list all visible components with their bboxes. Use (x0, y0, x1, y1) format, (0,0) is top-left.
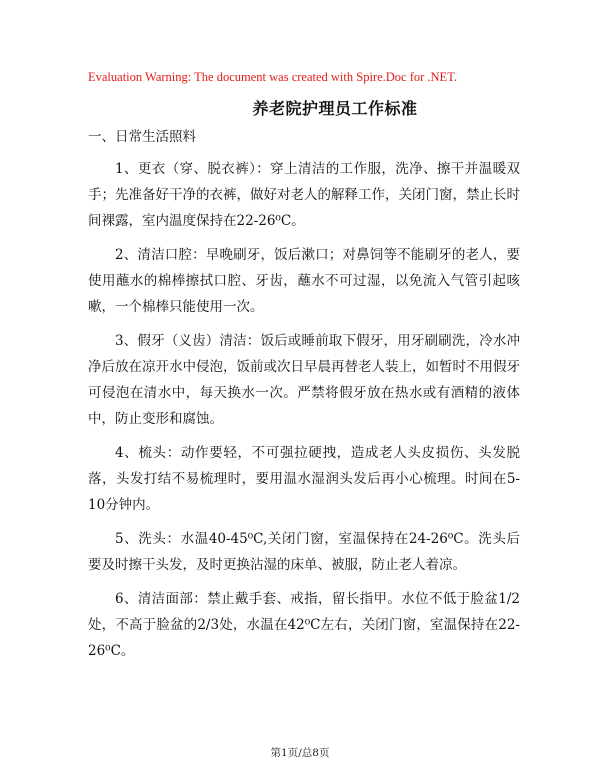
paragraph-change-clothes: 1、更衣（穿、脱衣裤）：穿上清洁的工作服，洗净、擦干并温暖双手；先准备好干净的衣裤，做好对老人的解释工作，关闭门窗，禁止长时间裸露，室内温度保持在22-26⁰C。 (88, 161, 520, 229)
section-heading: 一、日常生活照料 (88, 129, 196, 145)
page-footer: 第1页/总8页 (270, 747, 330, 759)
document-body (88, 124, 520, 672)
paragraph-denture-cleaning: 3、假牙（义齿）清洁：饭后或睡前取下假牙，用牙刷刷洗，冷水冲净后放在凉开水中侵泡，饭前或次日早晨再替老人装上，如暂时不用假牙可侵泡在清水中，每天换水一次。严禁将假牙放在热水或有酒精的液体中，防止变形和腐蚀。 (88, 333, 520, 427)
document-title: 养老院护理员工作标准 (252, 99, 418, 118)
paragraph-oral-cleaning: 2、清洁口腔：早晚刷牙，饭后漱口；对鼻饲等不能刷牙的老人，要使用蘸水的棉棒擦拭口腔、牙齿，蘸水不可过湿，以免流入气管引起咳嗽，一个棉棒只能使用一次。 (88, 247, 520, 315)
paragraph-hair-combing: 4、梳头：动作要轻，不可强拉硬拽，造成老人头皮损伤、头发脱落，头发打结不易梳理时，要用温水湿润头发后再小心梳理。时间在5-10分钟内。 (88, 445, 520, 513)
paragraph-face-cleaning: 6、清洁面部：禁止戴手套、戒指，留长指甲。水位不低于脸盆1/2处，不高于脸盆的2/3处，水温在42⁰C左右，关闭门窗，室温保持在22-26⁰C。 (88, 591, 520, 659)
paragraph-hair-washing: 5、洗头：水温40-45⁰C,关闭门窗，室温保持在24-26⁰C。洗头后要及时擦干头发，及时更换沾湿的床单、被服，防止老人着凉。 (88, 531, 520, 573)
evaluation-warning: Evaluation Warning: The document was created with Spire.Doc for .NET. (88, 70, 458, 84)
